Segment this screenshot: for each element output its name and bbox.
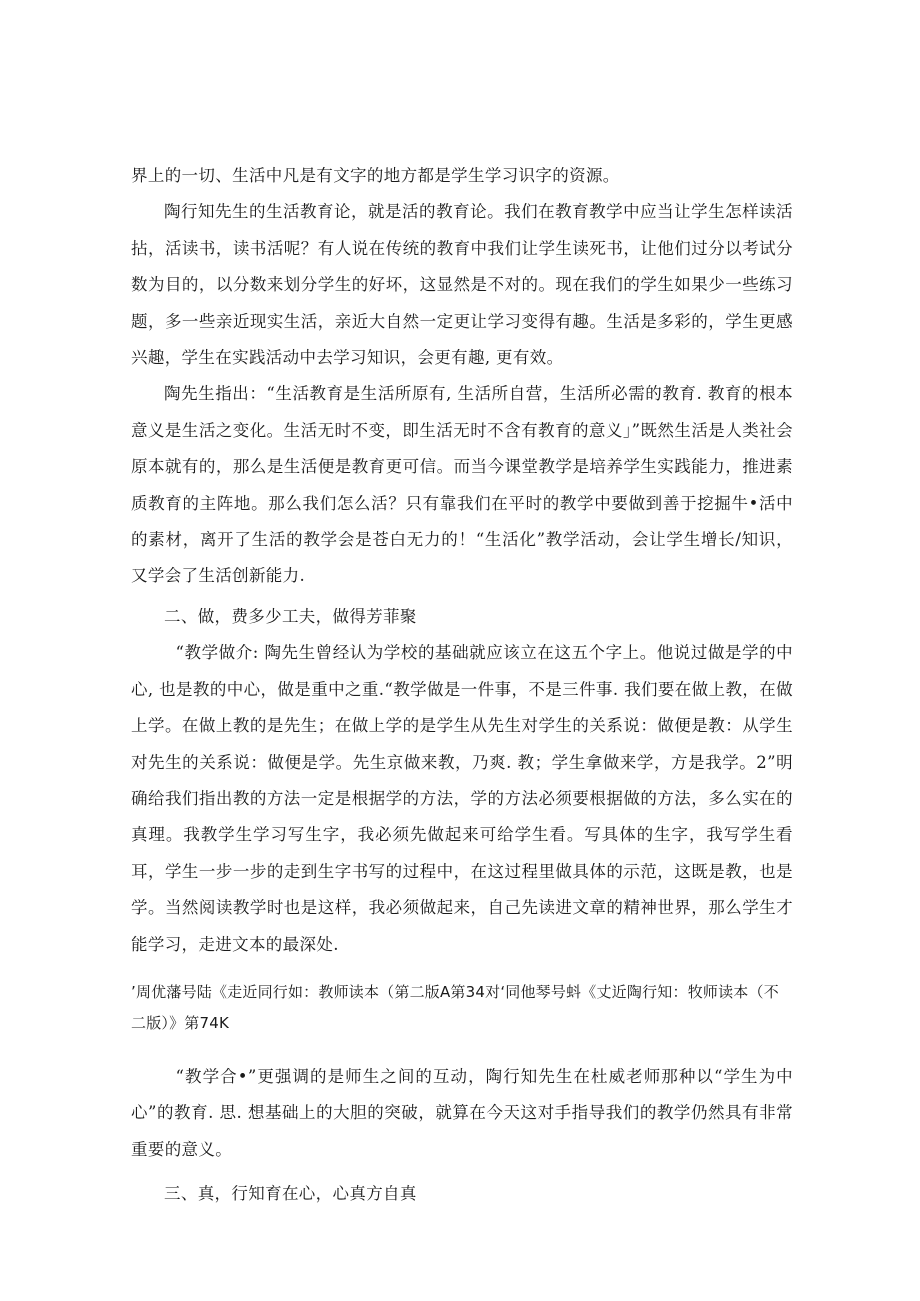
paragraph-tao-quote: 陶先生指出：“生活教育是生活所原有, 生活所自营，生活所必需的教育. 教育的根本意义是生活之变化。生活无时不变，即生活无时不含有教育的意义」”既然生活是人类社会原本就有的，那么是生活便是教育更可信。而当今课堂教学是培养学生实践能力，推进素质教育的主阵地。那么我们怎么活？只有靠我们在平时的教学中要做到善于挖掘牛•活中的素材，离开了生活的教学会是苍白无力的！“生活化”教学活动，会让学生增长/知识，又学会了生活创新能力.: [131, 384, 793, 586]
section-heading-two: 二、做，费多少工夫，做得芳菲聚: [164, 606, 417, 626]
footnote: ’周优藩号陆《走近同行如：教师读本（第二版A第34对‘同他琴号蚪《丈近陶行知：牧师读本（不二版）》第74K: [131, 982, 779, 1032]
paragraph-resources: 界上的一切、生活中凡是有文字的地方都是学生学习识字的资源。: [131, 166, 620, 185]
section-heading-three: 三、真，行知育在心，心真方自真: [164, 1184, 417, 1204]
paragraph-teach-learn-do: “教学做介: 陶先生曾经认为学校的基础就应该立在这五个字上。他说过做是学的中心, 也是教的中心，做是重中之重.“教学做是一件事，不是三件事. 我们要在做上教，在做上学。在做上教的是先生；在做上学的是学生从先生对学生的关系说：做便是教：从学生对先生的关系说：做便是学。先生京做来教，乃爽. 教；学生拿做来学，方是我学。2”明确给我们指出教的方法一定是根据学的方法，学的方法必须要根据做的方法，多么实在的真理。我教学生学习写生字，我必须先做起来可给学生看。写具体的生字，我写学生看耳，学生一步一步的走到生字书写的过程中，在这过程里做具体的示范，这既是教，也是学。当然阅读教学时也是这样，我必须做起来，自己先读进文章的精神世界，那么学生才能学习，走进文本的最深处.: [131, 643, 793, 954]
document-page: [131, 158, 793, 1213]
paragraph-teacher-student-interaction: “教学合•”更强调的是师生之间的互动，陶行知先生在杜威老师那种以“学生为中心”的教育. 思. 想基础上的大胆的突破，就算在今天这对手指导我们的教学仍然具有非常重要的意义。: [131, 1066, 793, 1159]
paragraph-life-education: 陶行知先生的生活教育论，就是活的教育论。我们在教育教学中应当让学生怎样读活拈，活读书，读书活呢？有人说在传统的教育中我们让学生读死书，让他们过分以考试分数为目的，以分数来划分学生的好坏，这显然是不对的。现在我们的学生如果少一些练习题，多一些亲近现实生活，亲近大自然一定更让学习变得有趣。生活是多彩的，学生更感兴趣，学生在实践活动中去学习知识，会更有趣, 更有效。: [131, 202, 793, 368]
